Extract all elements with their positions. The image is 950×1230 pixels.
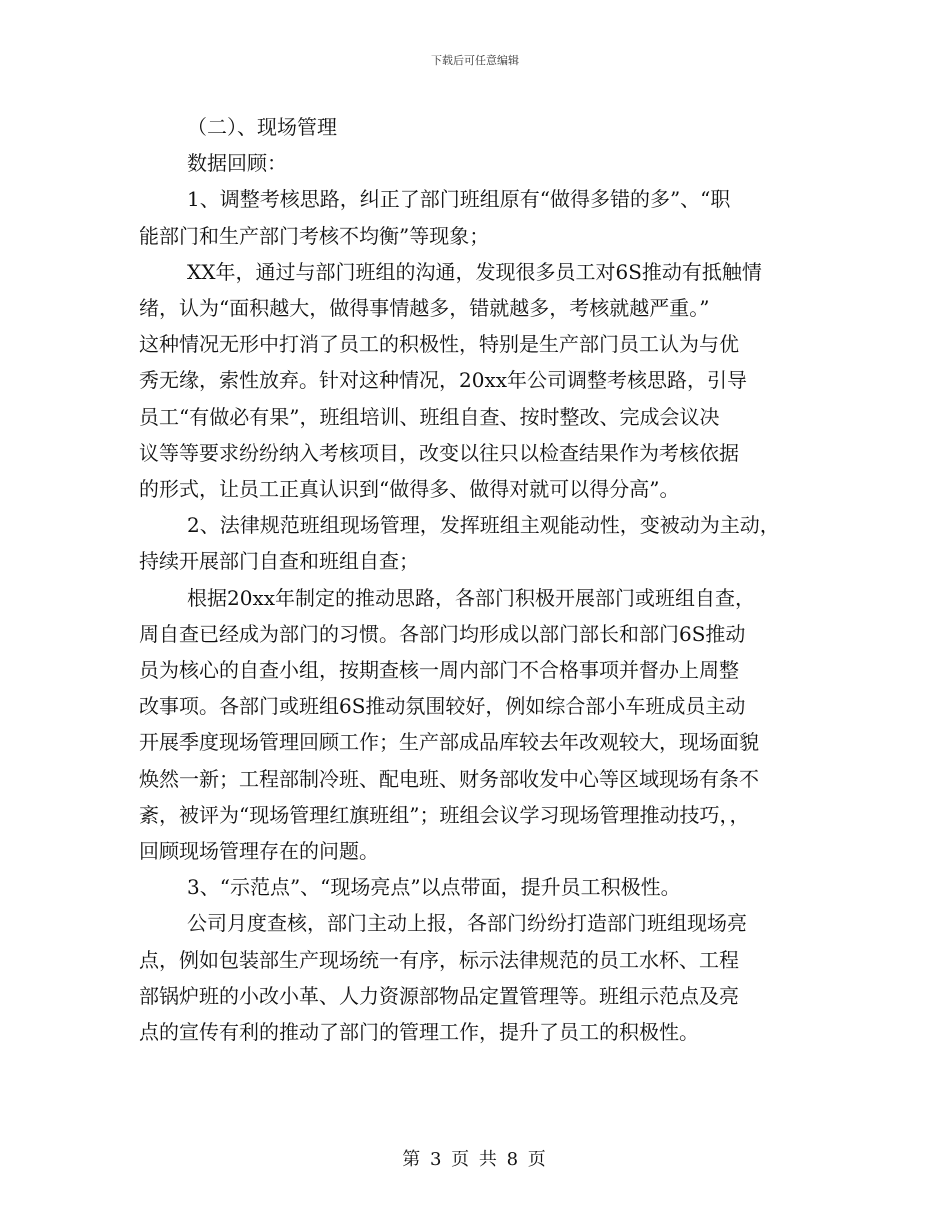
text-line: 能部门和生产部门考核不均衡”等现象； (139, 223, 490, 248)
text-line: 员工“有做必有果”，班组培训、班组自查、按时整改、完成会议决 (139, 404, 720, 429)
text-line: 部锅炉班的小改小革、人力资源部物品定置管理等。班组示范点及亮 (139, 983, 739, 1008)
text-line: 紊，被评为“现场管理红旗班组”；班组会议学习现场管理推动技巧，， (139, 802, 750, 827)
text-line: 焕然一新；工程部制冷班、配电班、财务部收发中心等区域现场有条不 (139, 766, 759, 791)
page-number: 第 3 页 共 8 页 (402, 1149, 548, 1170)
text-line: 改事项。各部门或班组6S推动氛围较好，例如综合部小车班成员主动 (139, 694, 746, 719)
document-body (139, 112, 829, 1053)
text-line: 的形式，让员工正真认识到“做得多、做得对就可以得分高”。 (139, 477, 680, 501)
text-line: 周自查已经成为部门的习惯。各部门均形成以部门部长和部门6S推动 (139, 621, 746, 646)
text-line: 这种情况无形中打消了员工的积极性，特别是生产部门员工认为与优 (139, 332, 739, 357)
text-line: 2、法律规范班组现场管理，发挥班组主观能动性，变被动为主动， (187, 513, 780, 538)
text-line: 回顾现场管理存在的问题。 (139, 839, 379, 863)
text-line: 3、“示范点”、“现场亮点”以点带面，提升员工积极性。 (187, 875, 681, 900)
text-line: 公司月度查核，部门主动上报，各部门纷纷打造部门班组现场亮 (187, 911, 747, 936)
text-line: XX年，通过与部门班组的沟通，发现很多员工对6S推动有抵触情 (187, 259, 762, 284)
text-line: 开展季度现场管理回顾工作；生产部成品库较去年改观较大，现场面貌 (139, 730, 759, 755)
page-header: 下载后可任意编辑 (431, 54, 519, 67)
text-line: 根据20xx年制定的推动思路，各部门积极开展部门或班组自查， (187, 585, 756, 610)
text-line: 持续开展部门自查和班组自查； (139, 549, 419, 574)
text-line: 点，例如包装部生产现场统一有序，标示法律规范的员工水杯、工程 (139, 947, 739, 972)
section-heading: （二）、现场管理 (187, 115, 337, 139)
text-line: 点的宣传有利的推动了部门的管理工作，提升了员工的积极性。 (139, 1020, 699, 1044)
text-line: 议等等要求纷纷纳入考核项目，改变以往只以检查结果作为考核依据 (139, 440, 739, 465)
text-line: 1、调整考核思路，纠正了部门班组原有“做得多错的多”、“职 (187, 187, 731, 212)
text-line: 绪，认为“面积越大，做得事情越多，错就越多，考核就越严重。” (139, 296, 710, 320)
text-line: 秀无缘，索性放弃。针对这种情况，20xx年公司调整考核思路，引导 (139, 368, 748, 393)
text-line: 员为核心的自查小组，按期查核一周内部门不合格事项并督办上周整 (139, 658, 739, 682)
subheading: 数据回顾： (187, 151, 287, 176)
